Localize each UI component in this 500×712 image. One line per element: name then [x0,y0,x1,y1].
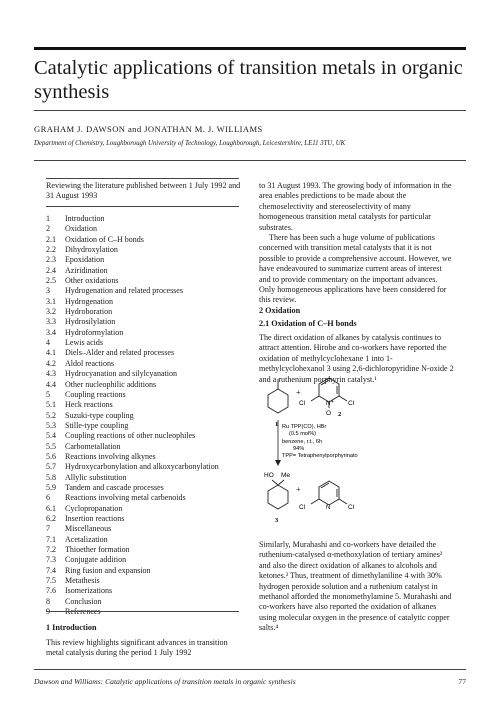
methylcyclohexanol-structure [268,480,288,509]
toc-entry-label: Stille-type coupling [65,420,129,430]
toc-entry-label: Hydroformylation [65,327,124,337]
compound-label-1: 1 [275,421,279,428]
paragraph-murahashi: Similarly, Murahashi and co-workers have detailed the ruthenium-catalysed α-methoxylation of tertiary amines² and also the direct oxidation of alkanes to alcohols and ketones.³ Thus, treatment of dimethylaniline 4 with 30% hydrogen peroxide solution and a ruthenium catalyst in methanol afforded the monomethylamine 5. Murahashi and co-workers have also reported the oxidation of alkanes using molecular oxygen in the presence of catalytic copper salts.⁴ [259,540,452,633]
toc-entry [46,286,242,296]
toc-entry-number: 5.6 [46,451,56,461]
oxygen-label: O [326,410,332,417]
toc-entry-number: 4.1 [46,348,56,358]
toc-entry [46,348,242,358]
toc-entry [46,576,242,586]
introduction-text: This review highlights significant advances in transition metal catalysis during the period 1 July 1992 [46,638,228,658]
toc-entry-number: 2.1 [46,234,56,244]
toc-entry-number: 4.2 [46,358,56,368]
toc-entry-label: Epoxidation [65,255,105,265]
review-box-rule-bottom [46,206,239,207]
toc-entry-number [46,607,65,617]
toc-entry-label: Miscellaneous [65,524,112,534]
toc-entry-number: 5.5 [46,441,56,451]
toc-entry-number: 5.4 [46,431,56,441]
toc-entry [46,390,242,400]
toc-entry-number: 2.4 [46,265,56,275]
toc-entry [46,566,242,576]
compound-label-2: 2 [338,411,342,418]
toc-entry-number: 5.7 [46,462,56,472]
toc-entry-number: 7 [46,524,50,534]
toc-entry-number: 3.4 [46,327,56,337]
plus-sign-1: + [296,388,301,397]
toc-entry-number: 5 [46,389,50,399]
toc-entry-number: 7.4 [46,565,56,575]
toc-entry [46,266,242,276]
toc-entry [46,380,242,390]
condition-catalyst: Ru TPP(CO), HBr [282,424,327,430]
toc-entry-number: 4.4 [46,379,56,389]
toc-entry-label: Dihydroxylation [65,245,118,255]
toc-entry-label: Suzuki-type coupling [65,410,134,420]
toc-entry-label: Aziridination [65,265,108,275]
toc-entry-label: Isomerizations [65,586,113,596]
toc-entry-label: Hydrocyanation and silylcyanation [65,369,177,379]
toc-entry [46,452,242,462]
toc-entry-label: Heck reactions [65,400,113,410]
toc-entry-number: 6 [46,493,50,503]
authors: GRAHAM J. DAWSON and JONATHAN M. J. WILLIAMS [34,124,263,134]
toc-rule-bottom [46,611,239,612]
toc-entry-number: 7.5 [46,576,56,586]
toc-entry-number: 2.3 [46,255,56,265]
toc-entry-number: 5.9 [46,482,56,492]
toc-entry [46,359,242,369]
toc-entry-label: Metathesis [65,576,100,586]
toc-entry-number: 7.6 [46,586,56,596]
toc-entry [46,431,242,441]
footer-rule [34,669,466,670]
toc-entry-label: Introduction [65,214,105,223]
toc-entry-number: 5.1 [46,400,56,410]
toc-entry-number: 5.3 [46,420,56,430]
toc-entry [46,307,242,317]
toc-entry-label: Other nucleophilic additions [65,379,157,389]
toc-entry-number: 6.2 [46,513,56,523]
page-number: 77 [458,677,466,686]
toc-entry-label: Coupling reactions [65,389,126,399]
toc-entry-number: 6.1 [46,503,56,513]
toc-entry [46,317,242,327]
reaction-arrowhead [275,460,281,466]
toc-entry-number: 4.3 [46,369,56,379]
compound-label-3: 3 [275,517,279,524]
affiliation: Department of Chemistry, Loughborough University of Technology, Loughborough, Leicestershire, LE11 3TU, UK [34,140,346,147]
article-title: Catalytic applications of transition metals in organic synthesis [34,57,463,103]
toc-entry-label: Ring fusion and expansion [65,565,151,575]
toc-entry [46,586,242,596]
toc-entry-label: Carbometallation [65,441,121,451]
toc-entry-number: 7.3 [46,555,56,565]
toc-entry-label: Diels–Alder and related processes [65,348,175,358]
toc-entry-label: Hydrogenation and related processes [65,286,183,296]
methylcyclohexane-structure [268,379,288,413]
review-box-rule-top [46,178,239,179]
toc-entry-label: Acetalization [65,534,108,544]
paragraph-alkane-oxidation: The direct oxidation of alkanes by catalysis continues to attract attention. Hirobe and co-workers have reported the oxidation of methylcyclohexane 1 into 1-methylcyclohexanol 3 using 2,6-dichloropyridine N-oxide 2 and a ruthenium porphyrin catalyst.¹ [259,333,454,384]
toc-entry-label: Conclusion [65,596,102,606]
toc-entry [46,524,242,534]
toc-entry [46,276,242,286]
section-heading-oxidation: 2 Oxidation [259,306,301,315]
toc-entry-number: 3.1 [46,296,56,306]
toc-entry-label: Lewis acids [65,338,103,348]
nitrogen-label-2: N [326,505,331,511]
toc-entry-label: Other oxidations [65,276,119,286]
toc-entry-label: Aldol reactions [65,358,115,368]
toc-entry-label [65,607,101,617]
title-rule [34,110,466,111]
toc-entry-label: Oxidation of C–H bonds [65,234,144,244]
toc-entry-label: Reactions involving metal carbenoids [65,493,186,503]
toc-entry [46,504,242,514]
toc-entry [46,597,242,607]
table-of-contents [46,214,242,617]
hydroxyl-label: HO [264,472,274,479]
toc-entry-number: 3.3 [46,317,56,327]
condition-yield: 94% [293,446,305,452]
toc-entry-label: Hydrogenation [65,296,113,306]
toc-entry [46,235,242,245]
toc-entry [46,514,242,524]
methyl-label: Me [281,472,291,479]
review-period: Reviewing the literature published between 1 July 1992 and 31 August 1993 [46,181,241,201]
toc-entry [46,400,242,410]
nitrogen-label: N [326,401,331,407]
subsection-heading-ch-oxidation: 2.1 Oxidation of C–H bonds [259,319,357,328]
scheme-drawing [259,374,455,534]
chlorine-label-right-2: Cl [348,504,355,511]
toc-entry [46,328,242,338]
toc-entry-label: Cyclopropanation [65,503,123,513]
nitrogen-charge: + [331,399,334,405]
toc-entry-number: 3 [46,286,50,296]
chlorine-label-left-2: Cl [299,504,306,511]
toc-entry [46,493,242,503]
section-heading-introduction: 1 Introduction [46,623,97,632]
toc-entry-label: Hydrosilylation [65,317,116,327]
toc-entry [46,224,242,234]
toc-entry [46,255,242,265]
toc-entry [46,214,242,224]
plus-sign-2: + [296,485,301,494]
toc-entry-number: 2 [46,224,50,234]
toc-entry-label: Oxidation [65,224,97,234]
toc-entry-label: Coupling reactions of other nucleophiles [65,431,196,441]
toc-entry-label: Thioether formation [65,545,130,554]
toc-entry [46,411,242,421]
toc-entry-number: 1 [46,214,50,223]
reaction-scheme [259,374,455,542]
toc-entry [46,473,242,483]
toc-entry-number: 2.2 [46,245,56,255]
toc-entry [46,297,242,307]
toc-entry [46,442,242,452]
toc-entry-number: 7.2 [46,545,56,554]
toc-entry [46,535,242,545]
toc-entry-number: 5.2 [46,410,56,420]
condition-abbreviation: TPP= Tetraphenylporphyrinato [282,453,358,459]
toc-entry [46,545,242,555]
toc-entry-number: 3.2 [46,307,56,317]
toc-entry [46,245,242,255]
toc-entry-number: 8 [46,596,50,606]
toc-entry [46,555,242,565]
toc-entry-label: Conjugate addition [65,555,127,565]
toc-entry [46,338,242,348]
toc-entry-number: 4 [46,338,50,348]
toc-entry-number: 5.8 [46,472,56,482]
toc-entry-label: Allylic substitution [65,472,127,482]
toc-entry-label: Hydroboration [65,307,113,317]
chlorine-label-left: Cl [299,400,306,407]
toc-entry-label: Reactions involving alkynes [65,451,156,461]
toc-entry [46,483,242,493]
toc-entry-label: Tandem and cascade processes [65,482,164,492]
toc-entry-label: Hydroxycarbonylation and alkoxycarbonylation [65,462,219,472]
paragraph-scope: There has been such a huge volume of publications concerned with transition metal catalysts that it is not possible to provide a comprehensive account. However, we have endeavoured to summarize current areas of interest and to provide commentary on the important advances. Only homogeneous applications have been considered for this review. [259,233,452,305]
affiliation-rule [34,160,466,161]
chlorine-label-right: Cl [348,400,355,407]
toc-entry-number: 2.5 [46,276,56,286]
condition-loading: (0.5 mol%) [289,431,317,437]
toc-entry-label: Insertion reactions [65,513,125,523]
toc-entry-number: 7.1 [46,534,56,544]
toc-entry [46,462,242,472]
paragraph-continued: to 31 August 1993. The growing body of information in the area enables predictions to be made about the chemoselectivity and stereoselectivity of many homogeneous transition metal catalysts for particular substrates. [259,181,452,232]
condition-solvent: benzene, r.t., 6h [282,439,323,445]
dichloropyridine-structure [311,481,347,505]
toc-entry [46,369,242,379]
running-footer: Dawson and Williams: Catalytic applications of transition metals in organic synthesis [34,677,296,686]
toc-entry [46,421,242,431]
toc-entry [46,607,242,617]
top-rule [34,47,466,50]
